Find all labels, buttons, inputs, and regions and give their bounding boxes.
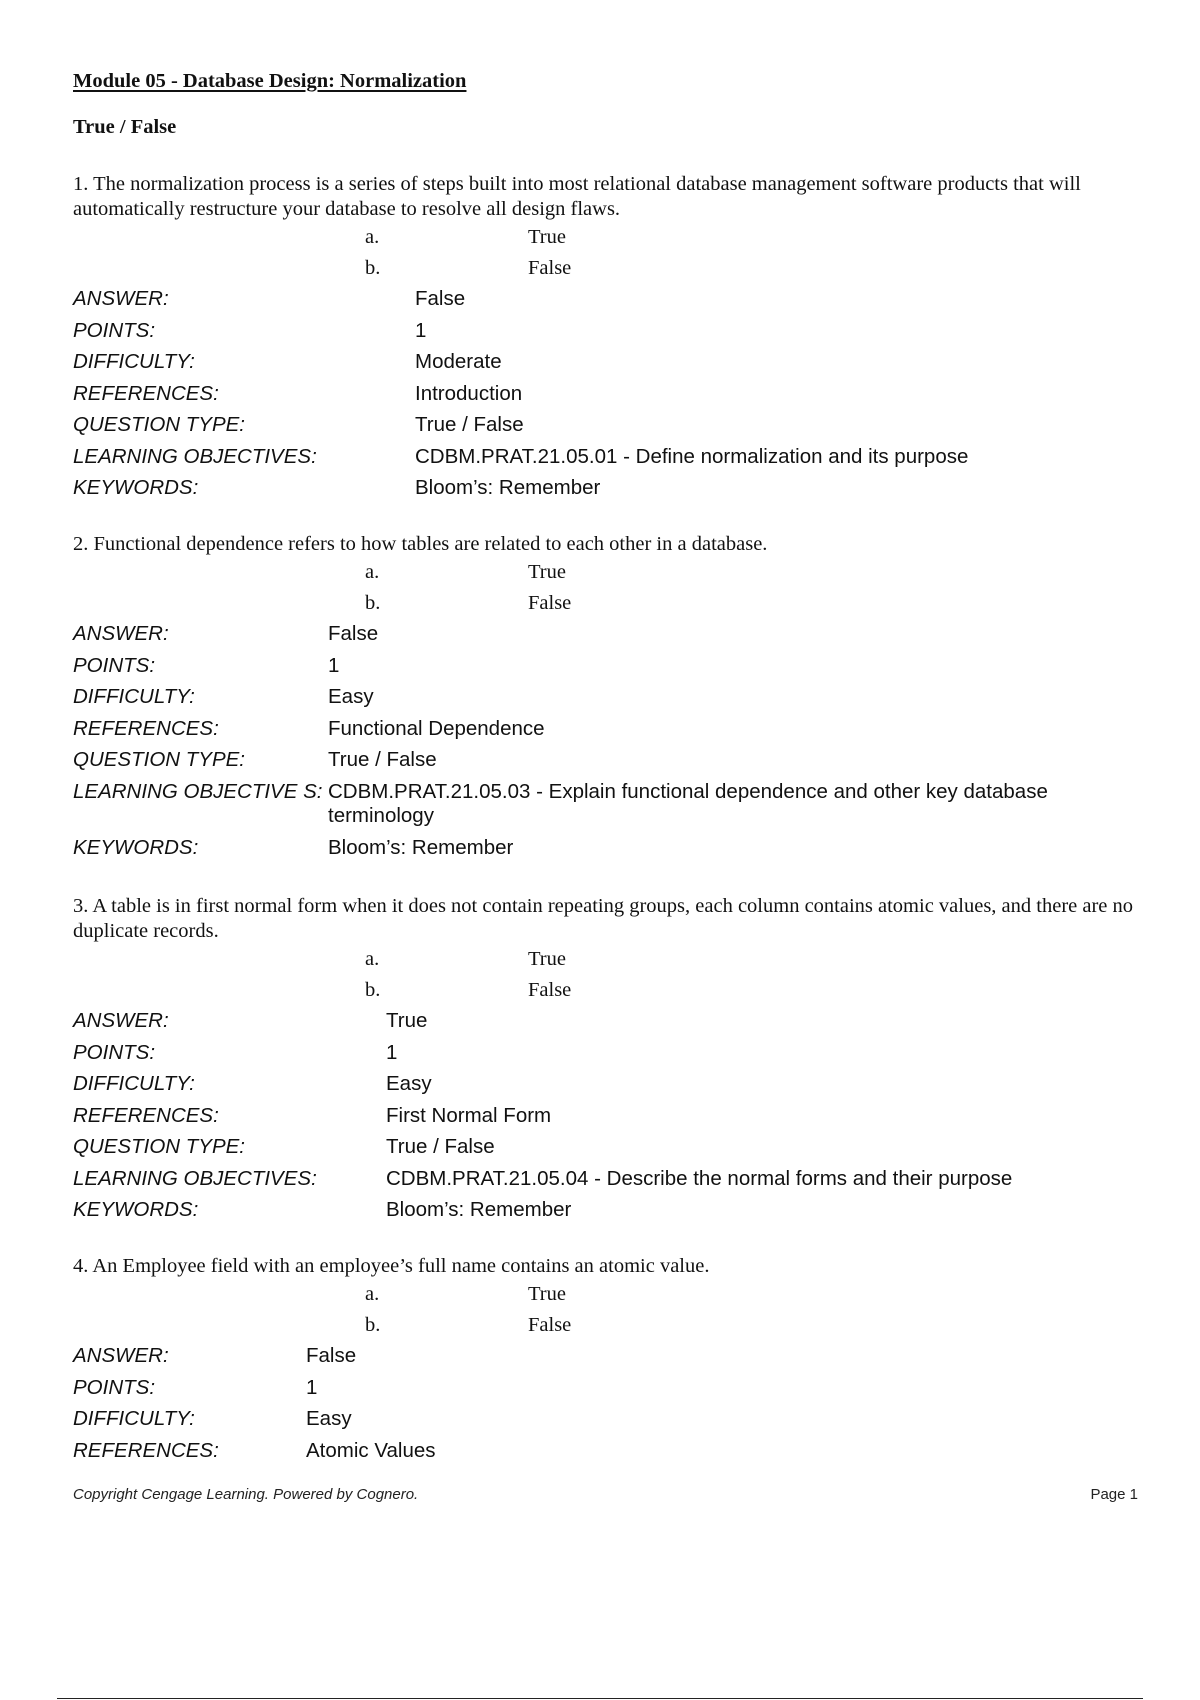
keywords-row: [73, 473, 1143, 505]
difficulty-row: [73, 347, 1143, 379]
difficulty-row: [73, 1404, 1143, 1436]
references-label: REFERENCES:: [73, 381, 219, 405]
keywords-value: Bloom’s: Remember: [328, 835, 514, 859]
learning-objectives-row: [73, 442, 1143, 474]
learning-objectives-label: LEARNING OBJECTIVE S:: [73, 779, 323, 803]
answer-value: False: [306, 1344, 357, 1367]
choice-text: False: [528, 1314, 572, 1336]
keywords-row: [73, 1195, 1143, 1227]
keywords-value: Bloom’s: Remember: [415, 476, 601, 499]
question-text: 3. A table is in first normal form when it does not contain repeating groups, each column contains atomic values, and there are no duplicate records.: [73, 895, 1134, 942]
keywords-row: [73, 833, 1143, 865]
points-value: 1: [306, 1375, 318, 1399]
question-type-row: [73, 1132, 1143, 1164]
points-label: POINTS:: [73, 1040, 156, 1064]
choice-b: [73, 975, 1143, 1006]
choice-b: [73, 253, 1143, 284]
answer-metadata: [73, 1341, 1143, 1467]
answer-label: ANSWER:: [73, 287, 169, 310]
choice-a: [73, 944, 1143, 975]
answer-label: ANSWER:: [73, 1344, 169, 1367]
learning-objectives-row: [73, 777, 1143, 833]
references-row: [73, 714, 1143, 746]
question-4: [73, 1254, 1143, 1467]
question-type-row: [73, 745, 1143, 777]
choice-letter: b.: [365, 979, 381, 1001]
difficulty-label: DIFFICULTY:: [73, 1072, 195, 1095]
points-row: [73, 316, 1143, 348]
keywords-label: KEYWORDS:: [73, 1198, 199, 1221]
copyright-text: Copyright Cengage Learning. Powered by Cognero.: [73, 1486, 419, 1503]
keywords-label: KEYWORDS:: [73, 476, 199, 499]
question-type-label: QUESTION TYPE:: [73, 748, 245, 771]
points-label: POINTS:: [73, 653, 156, 677]
question-3: [73, 894, 1143, 1227]
choice-text: True: [528, 948, 566, 970]
answer-metadata: [73, 284, 1143, 505]
question-type-value: True / False: [386, 1135, 495, 1158]
question-text: 1. The normalization process is a series of steps built into most relational database management software products that will automatically restructure your database to resolve all design flaws.: [73, 173, 1081, 220]
choice-letter: a.: [365, 1283, 380, 1305]
question-type-value: True / False: [328, 748, 437, 771]
choice-a: [73, 557, 1143, 588]
choice-a: [73, 222, 1143, 253]
difficulty-label: DIFFICULTY:: [73, 1407, 195, 1430]
question-type-label: QUESTION TYPE:: [73, 1135, 245, 1158]
learning-objectives-label: LEARNING OBJECTIVES:: [73, 1166, 317, 1190]
learning-objectives-value: CDBM.PRAT.21.05.04 - Describe the normal forms and their purpose: [386, 1166, 1013, 1190]
references-value: First Normal Form: [386, 1103, 552, 1127]
difficulty-value: Moderate: [415, 350, 502, 373]
choice-b: [73, 588, 1143, 619]
choice-letter: b.: [365, 1314, 381, 1336]
choice-text: True: [528, 1283, 566, 1305]
answer-row: [73, 1006, 1143, 1038]
question-1: [73, 172, 1143, 505]
choice-text: False: [528, 979, 572, 1001]
question-type-row: [73, 410, 1143, 442]
points-label: POINTS:: [73, 1375, 156, 1399]
choice-letter: b.: [365, 257, 381, 279]
points-row: [73, 1373, 1143, 1405]
keywords-label: KEYWORDS:: [73, 835, 199, 859]
choice-text: True: [528, 226, 566, 248]
difficulty-value: Easy: [306, 1407, 352, 1430]
question-type-value: True / False: [415, 413, 524, 436]
answer-metadata: [73, 619, 1143, 864]
references-row: [73, 1436, 1143, 1468]
difficulty-label: DIFFICULTY:: [73, 685, 195, 708]
references-label: REFERENCES:: [73, 716, 219, 740]
choice-letter: a.: [365, 226, 380, 248]
answer-label: ANSWER:: [73, 1009, 169, 1032]
difficulty-value: Easy: [328, 685, 374, 708]
page-number: Page 1: [1090, 1486, 1138, 1503]
choice-b: [73, 1310, 1143, 1341]
question-text: 4. An Employee field with an employee’s full name contains an atomic value.: [73, 1255, 710, 1277]
choice-a: [73, 1279, 1143, 1310]
page-footer: [73, 1486, 1138, 1503]
references-value: Functional Dependence: [328, 716, 545, 740]
question-2: [73, 532, 1143, 864]
difficulty-label: DIFFICULTY:: [73, 350, 195, 373]
difficulty-value: Easy: [386, 1072, 432, 1095]
learning-objectives-row: [73, 1164, 1143, 1196]
answer-row: [73, 1341, 1143, 1373]
choice-text: False: [528, 257, 572, 279]
choice-letter: b.: [365, 592, 381, 614]
choice-letter: a.: [365, 948, 380, 970]
answer-value: False: [415, 287, 466, 310]
answer-row: [73, 284, 1143, 316]
points-value: 1: [386, 1040, 398, 1064]
answer-value: True: [386, 1009, 428, 1032]
choice-text: False: [528, 592, 572, 614]
references-label: REFERENCES:: [73, 1103, 219, 1127]
difficulty-row: [73, 1069, 1143, 1101]
references-row: [73, 1101, 1143, 1133]
points-row: [73, 1038, 1143, 1070]
document-title: Module 05 - Database Design: Normalization: [73, 70, 467, 92]
points-label: POINTS:: [73, 318, 156, 342]
references-value: Atomic Values: [306, 1438, 436, 1462]
choice-text: True: [528, 561, 566, 583]
learning-objectives-label: LEARNING OBJECTIVES:: [73, 444, 317, 468]
section-heading: True / False: [73, 116, 177, 138]
keywords-value: Bloom’s: Remember: [386, 1198, 572, 1221]
answer-value: False: [328, 622, 379, 645]
question-type-label: QUESTION TYPE:: [73, 413, 245, 436]
references-value: Introduction: [415, 381, 523, 405]
points-value: 1: [415, 318, 427, 342]
references-row: [73, 379, 1143, 411]
choice-letter: a.: [365, 561, 380, 583]
answer-metadata: [73, 1006, 1143, 1227]
answer-row: [73, 619, 1143, 651]
learning-objectives-value: CDBM.PRAT.21.05.01 - Define normalization and its purpose: [415, 444, 969, 468]
points-row: [73, 651, 1143, 683]
answer-label: ANSWER:: [73, 622, 169, 645]
points-value: 1: [328, 653, 340, 677]
references-label: REFERENCES:: [73, 1438, 219, 1462]
question-text: 2. Functional dependence refers to how tables are related to each other in a database.: [73, 533, 768, 555]
learning-objectives-value: CDBM.PRAT.21.05.03 - Explain functional dependence and other key database terminology: [328, 779, 1048, 827]
difficulty-row: [73, 682, 1143, 714]
bottom-divider: [57, 1698, 1143, 1699]
